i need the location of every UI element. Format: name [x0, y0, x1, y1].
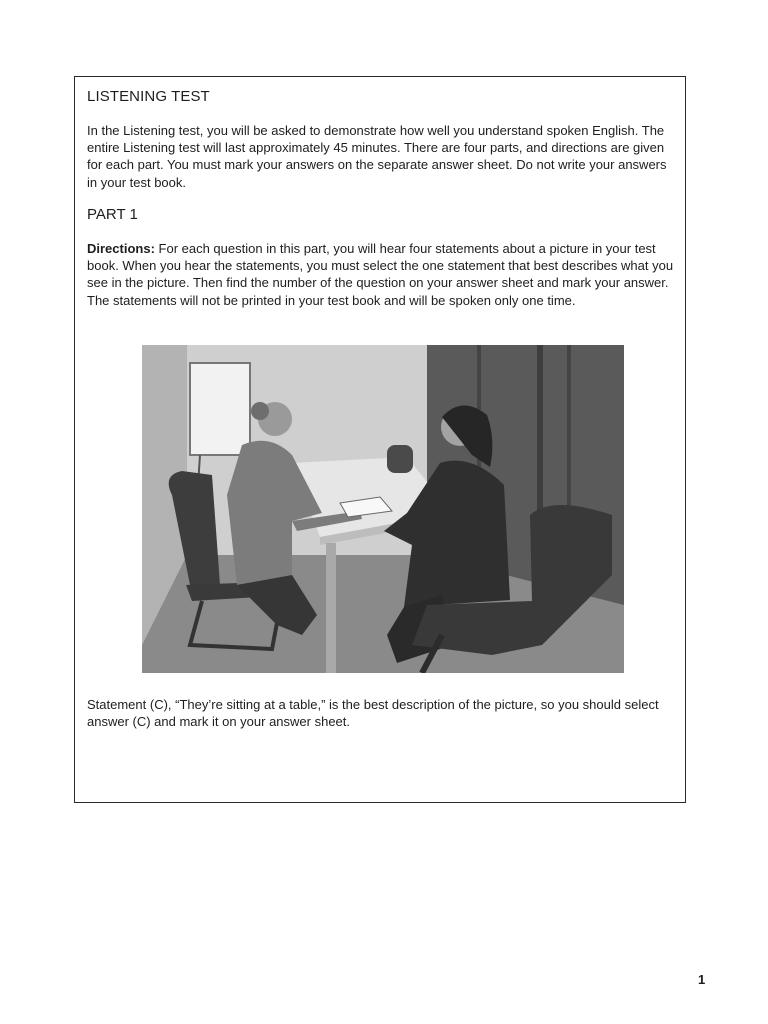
directions-text: For each question in this part, you will hear four statements about a picture in your test book. When you hear the statements, you must select the one statement that best describes what you see in the picture. Then find the number of the question on your answer sheet and mark your answer. The statements will not be printed in your test book and will be spoken only one time. — [87, 241, 674, 308]
section-heading: LISTENING TEST — [87, 88, 210, 105]
directions-paragraph — [87, 240, 677, 309]
page-number: 1 — [698, 972, 706, 987]
listening-test-box — [74, 76, 686, 803]
intro-paragraph: In the Listening test, you will be asked to demonstrate how well you understand spoken English. The entire Listening test will last approximately 45 minutes. There are four parts, and directions are given for each part. You must mark your answers on the separate answer sheet. Do not write your answers in your test book. — [87, 123, 667, 190]
part-heading: PART 1 — [87, 206, 138, 223]
example-photo — [142, 345, 624, 673]
statement-paragraph: Statement (C), “They’re sitting at a table,” is the best description of the picture, so you should select answer (C) and mark it on your answer sheet. — [87, 697, 659, 730]
photo-illustration-icon — [142, 345, 624, 673]
directions-label: Directions: — [87, 241, 155, 256]
